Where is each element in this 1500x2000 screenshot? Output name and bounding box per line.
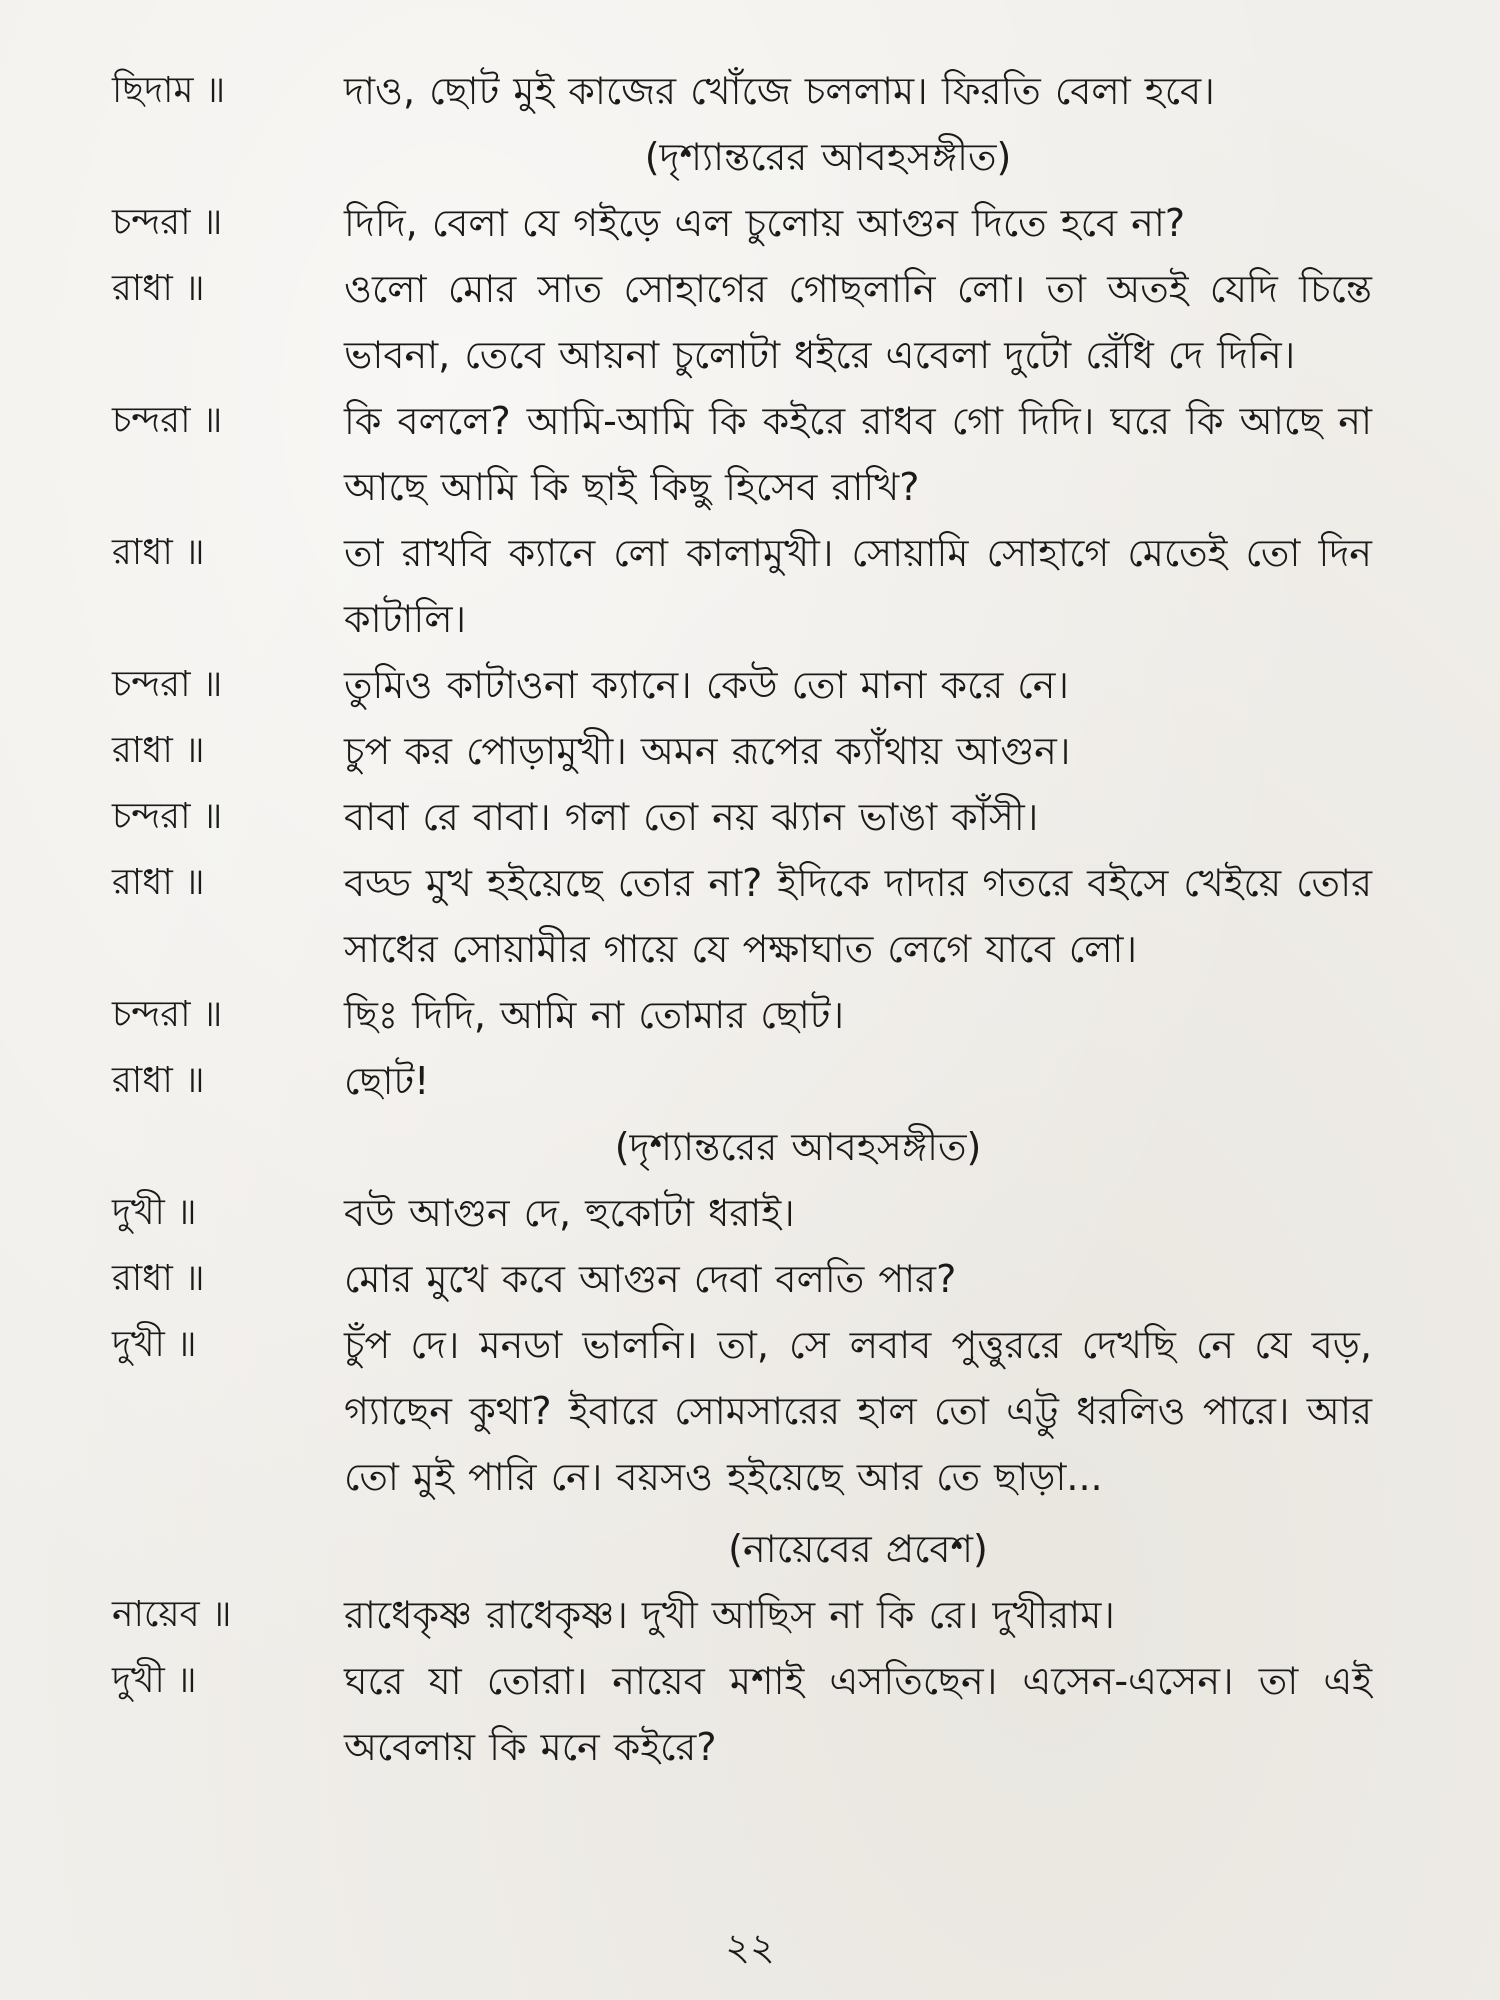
dialogue-text: তুমিও কাটাওনা ক্যানে। কেউ তো মানা করে নে।: [344, 663, 1069, 707]
speaker-name: চন্দরা ॥: [112, 994, 223, 1035]
speaker-name: রাধা ॥: [112, 862, 205, 903]
speaker-name: চন্দরা ॥: [112, 796, 223, 837]
speaker-name: চন্দরা ॥: [112, 202, 223, 243]
dialogue-line: [112, 190, 1372, 256]
dialogue-line: [112, 652, 1372, 718]
speaker-name: রাধা ॥: [112, 730, 205, 771]
dialogue-line: [112, 58, 1372, 124]
speaker-name: দুখী ॥: [112, 1660, 197, 1701]
dialogue-text: বড্ড মুখ হইয়েছে তোর না? ইদিকে দাদার গতরে বইসে খেইয়ে তোর সাধের সোয়ামীর গায়ে যে পক্ষাঘাত লেগে যাবে লো।: [344, 861, 1372, 971]
stage-direction-line: [112, 1516, 1372, 1582]
stage-direction: (নায়েবের প্রবেশ): [728, 1527, 988, 1571]
dialogue-text: বউ আগুন দে, হুকোটা ধরাই।: [344, 1191, 795, 1235]
dialogue-text: বাবা রে বাবা। গলা তো নয় ঝ্যান ভাঙা কাঁসী।: [344, 795, 1039, 839]
dialogue-line: [112, 1312, 1372, 1510]
dialogue-text: দাও, ছোট মুই কাজের খোঁজে চললাম। ফিরতি বেলা হবে।: [344, 69, 1215, 113]
dialogue-line: [112, 1180, 1372, 1246]
dialogue-line: [112, 520, 1372, 652]
dialogue-text: ওলো মোর সাত সোহাগের গোছলানি লো। তা অতই যেদি চিন্তে ভাবনা, তেবে আয়না চুলোটা ধইরে এবেলা দুটো রেঁধি দে দিনি।: [344, 267, 1372, 377]
page-number: ২২: [725, 1925, 775, 1969]
speaker-name: চন্দরা ॥: [112, 400, 223, 441]
dialogue-text: কি বললে? আমি-আমি কি কইরে রাধব গো দিদি। ঘরে কি আছে না আছে আমি কি ছাই কিছু হিসেব রাখি?: [344, 399, 1372, 509]
speaker-name: রাধা ॥: [112, 1060, 205, 1101]
speaker-name: দুখী ॥: [112, 1192, 197, 1233]
dialogue-text: চুপ কর পোড়ামুখী। অমন রূপের ক্যাঁথায় আগুন।: [344, 729, 1071, 773]
dialogue-line: [112, 1648, 1372, 1780]
speaker-name: নায়েব ॥: [112, 1594, 232, 1635]
speaker-name: রাধা ॥: [112, 532, 205, 573]
stage-direction-line: [112, 1114, 1372, 1180]
stage-direction-line: [112, 124, 1372, 190]
speaker-name: রাধা ॥: [112, 1258, 205, 1299]
stage-direction: (দৃশ্যান্তরের আবহসঙ্গীত): [644, 135, 1012, 179]
play-script: [112, 58, 1372, 1780]
dialogue-text: ছিঃ দিদি, আমি না তোমার ছোট।: [344, 993, 845, 1037]
speaker-name: দুখী ॥: [112, 1324, 197, 1365]
dialogue-line: [112, 982, 1372, 1048]
speaker-name: রাধা ॥: [112, 268, 205, 309]
dialogue-text: মোর মুখে কবে আগুন দেবা বলতি পার?: [344, 1257, 957, 1301]
dialogue-line: [112, 718, 1372, 784]
stage-direction: (দৃশ্যান্তরের আবহসঙ্গীত): [614, 1125, 982, 1169]
dialogue-text: তা রাখবি ক্যানে লো কালামুখী। সোয়ামি সোহাগে মেতেই তো দিন কাটালি।: [344, 531, 1372, 641]
dialogue-line: [112, 388, 1372, 520]
dialogue-line: [112, 784, 1372, 850]
speaker-name: চন্দরা ॥: [112, 664, 223, 705]
dialogue-text: রাধেকৃষ্ণ রাধেকৃষ্ণ। দুখী আছিস না কি রে। দুখীরাম।: [344, 1593, 1115, 1637]
dialogue-text: ঘরে যা তোরা। নায়েব মশাই এসতিছেন। এসেন-এসেন। তা এই অবেলায় কি মনে কইরে?: [344, 1659, 1372, 1769]
dialogue-text: দিদি, বেলা যে গইড়ে এল চুলোয় আগুন দিতে হবে না?: [344, 201, 1186, 245]
dialogue-text: চুঁপ দে। মনডা ভালনি। তা, সে লবাব পুত্তুররে দেখছি নে যে বড়, গ্যাছেন কুথা? ইবারে সোমসারের হাল তো এট্টু ধরলিও পারে। আর তো মুই পারি নে। বয়সও হইয়েছে আর তে ছাড়া...: [344, 1323, 1372, 1499]
speaker-name: ছিদাম ॥: [112, 70, 226, 111]
dialogue-line: [112, 850, 1372, 982]
dialogue-line: [112, 1246, 1372, 1312]
dialogue-text: ছোট!: [344, 1059, 430, 1103]
dialogue-line: [112, 256, 1372, 388]
dialogue-line: [112, 1048, 1372, 1114]
dialogue-line: [112, 1582, 1372, 1648]
